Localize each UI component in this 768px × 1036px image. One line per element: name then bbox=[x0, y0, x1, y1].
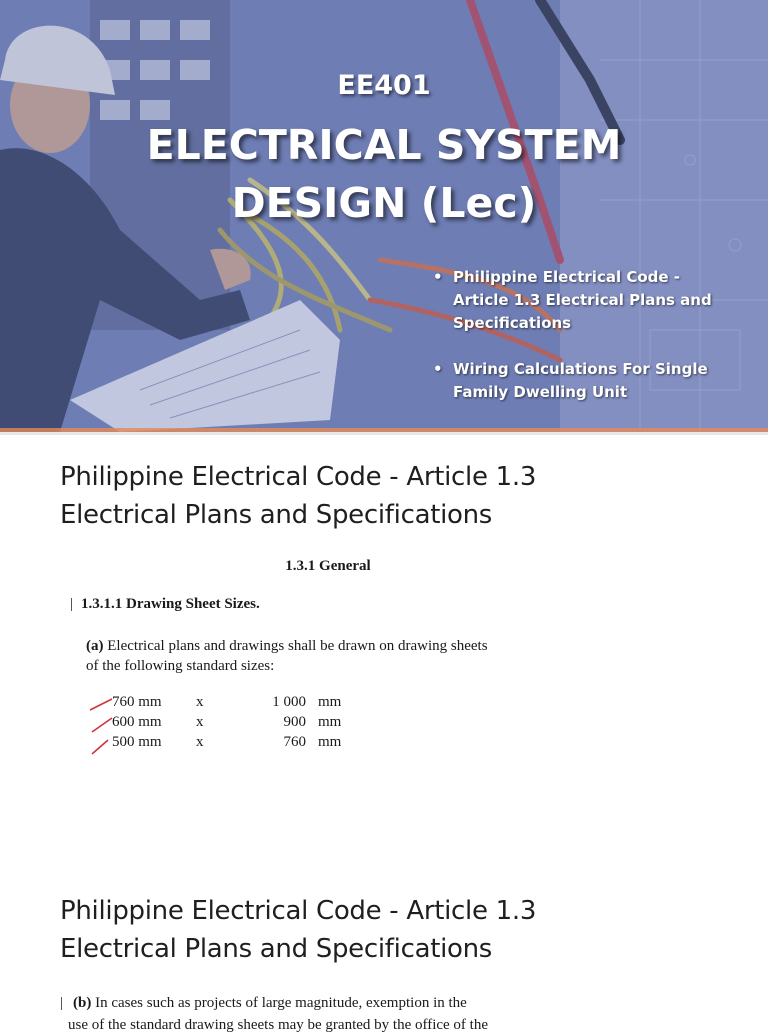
times-sign: x bbox=[196, 714, 204, 730]
heading-line-1: Philippine Electrical Code - Article 1.3 bbox=[60, 462, 537, 492]
sheet-width: 500 mm bbox=[112, 734, 162, 750]
red-check-mark-icon bbox=[88, 696, 114, 712]
sheet-height: 1 000 bbox=[272, 694, 306, 710]
course-title-line-1: ELECTRICAL SYSTEM bbox=[146, 121, 622, 169]
course-title bbox=[100, 116, 668, 232]
bullet-line: Specifications bbox=[453, 314, 572, 332]
paragraph-b-label: (b) bbox=[73, 995, 92, 1011]
sheet-height: 900 bbox=[283, 714, 306, 730]
paragraph-b bbox=[60, 992, 580, 1036]
section-title: 1.3.1 General bbox=[285, 558, 371, 574]
sheet-unit: mm bbox=[318, 694, 342, 710]
sheet-unit: mm bbox=[318, 714, 342, 730]
sheet-unit: mm bbox=[318, 734, 342, 750]
title-slide bbox=[0, 0, 768, 432]
subsection-title-text: 1.3.1.1 Drawing Sheet Sizes. bbox=[81, 596, 260, 612]
sheet-width: 600 mm bbox=[112, 714, 162, 730]
times-sign: x bbox=[196, 734, 204, 750]
bullet-dot-icon: • bbox=[433, 268, 443, 286]
slide-3-heading bbox=[60, 892, 720, 968]
paragraph-a bbox=[86, 636, 586, 676]
topic-bullet-pec bbox=[433, 266, 753, 335]
paragraph-b-line-1: In cases such as projects of large magnitude, exemption in the bbox=[91, 995, 467, 1011]
paragraph-a-label: (a) bbox=[86, 638, 104, 654]
revision-bar: | bbox=[70, 596, 74, 612]
slide-divider bbox=[0, 432, 768, 435]
heading-line-1: Philippine Electrical Code - Article 1.3 bbox=[60, 896, 537, 926]
paragraph-b-line-2: use of the standard drawing sheets may be granted by the office of the bbox=[68, 1017, 488, 1033]
heading-line-2: Electrical Plans and Specifications bbox=[60, 500, 493, 530]
red-check-mark-icon bbox=[88, 716, 114, 734]
topic-bullet-wiring bbox=[433, 358, 753, 404]
bullet-line: Article 1.3 Electrical Plans and bbox=[453, 291, 712, 309]
course-code: EE401 bbox=[337, 70, 431, 101]
topic-bullet-list bbox=[433, 266, 753, 427]
heading-line-2: Electrical Plans and Specifications bbox=[60, 934, 493, 964]
paragraph-a-line-2: of the following standard sizes: bbox=[86, 658, 275, 674]
slide-2-heading bbox=[60, 458, 720, 534]
course-title-line-2: DESIGN (Lec) bbox=[231, 179, 537, 227]
bullet-line: Wiring Calculations For Single bbox=[453, 360, 708, 378]
red-check-mark-icon bbox=[88, 736, 114, 756]
bullet-line: Philippine Electrical Code - bbox=[453, 268, 680, 286]
paragraph-a-line-1: Electrical plans and drawings shall be drawn on drawing sheets bbox=[103, 638, 488, 654]
bullet-dot-icon: • bbox=[433, 360, 443, 378]
subsection-title bbox=[70, 596, 260, 613]
bullet-line: Family Dwelling Unit bbox=[453, 383, 628, 401]
sheet-height: 760 bbox=[283, 734, 306, 750]
revision-bar: | bbox=[60, 995, 64, 1011]
sheet-width: 760 mm bbox=[112, 694, 162, 710]
times-sign: x bbox=[196, 694, 204, 710]
